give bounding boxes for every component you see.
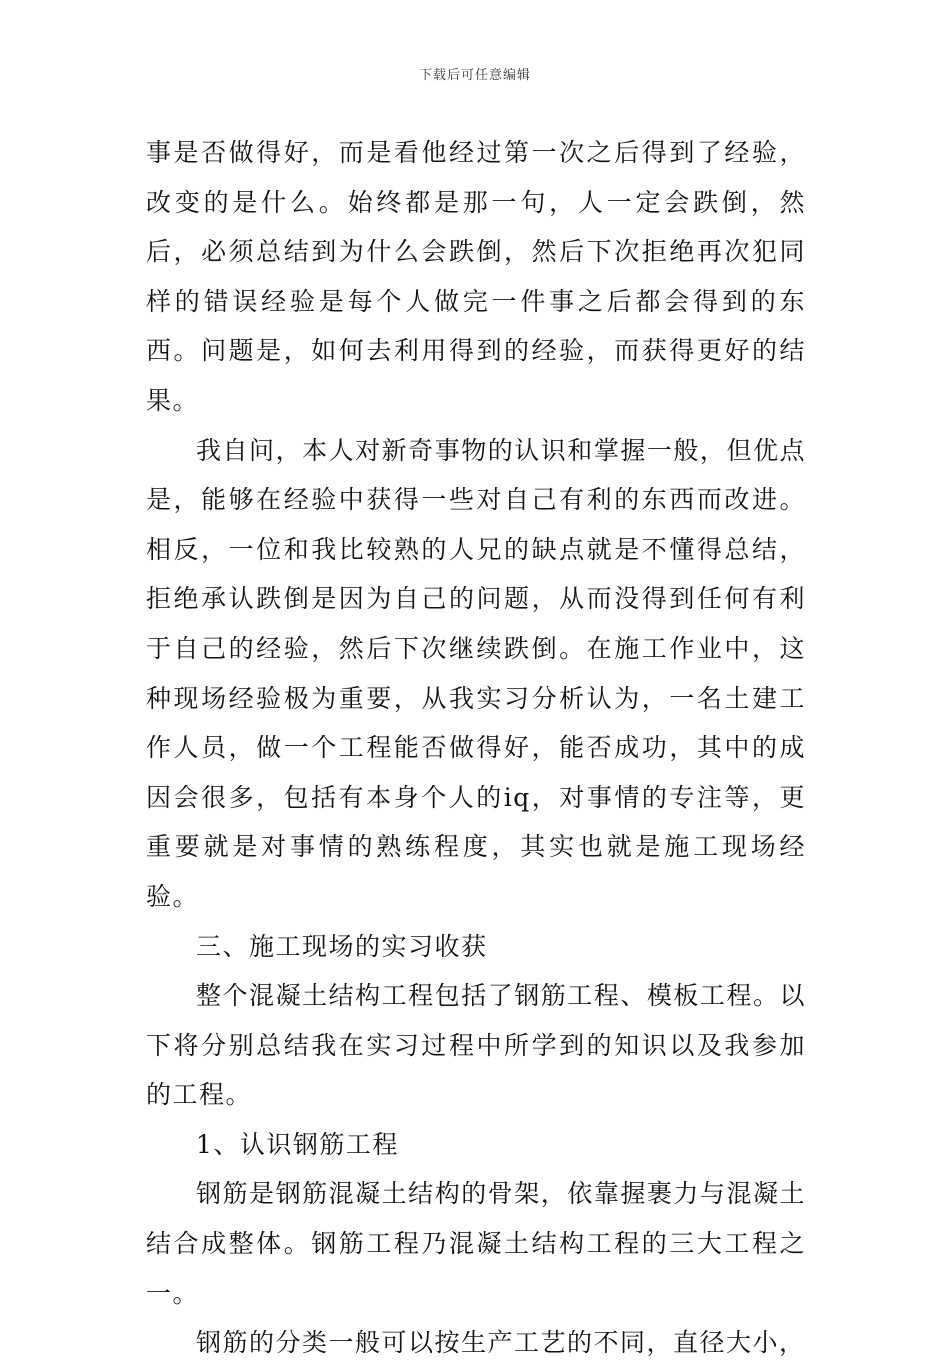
paragraph-1: 事是否做得好，而是看他经过第一次之后得到了经验，改变的是什么。始终都是那一句，人一定会跌倒，然后，必须总结到为什么会跌倒，然后下次拒绝再次犯同样的错误经验是每个人做完一件事之后都会得到的东西。问题是，如何去利用得到的经验，而获得更好的结果。 — [146, 138, 806, 415]
section-heading-3: 三、施工现场的实习收获 — [196, 931, 488, 961]
subsection-heading-1: 1、认识钢筋工程 — [196, 1129, 399, 1159]
paragraph-4: 钢筋是钢筋混凝土结构的骨架，依靠握裹力与混凝土结合成整体。钢筋工程乃混凝土结构工程的三大工程之一。 — [146, 1179, 806, 1308]
page-header-note: 下载后可任意编辑 — [418, 68, 531, 83]
paragraph-2: 我自问，本人对新奇事物的认识和掌握一般，但优点是，能够在经验中获得一些对自己有利的东西而改进。相反，一位和我比较熟的人兄的缺点就是不懂得总结，拒绝承认跌倒是因为自己的问题，从而没得到任何有利于自己的经验，然后下次继续跌倒。在施工作业中，这种现场经验极为重要，从我实习分析认为，一名土建工作人员，做一个工程能否做得好，能否成功，其中的成因会很多，包括有本身个人的iq，对事情的专注等，更重要就是对事情的熟练程度，其实也就是施工现场经验。 — [146, 435, 806, 911]
document-body — [146, 128, 806, 1368]
paragraph-3: 整个混凝土结构工程包括了钢筋工程、模板工程。以下将分别总结我在实习过程中所学到的知识以及我参加的工程。 — [146, 981, 806, 1110]
paragraph-5: 钢筋的分类一般可以按生产工艺的不同，直径大小， — [196, 1328, 806, 1358]
